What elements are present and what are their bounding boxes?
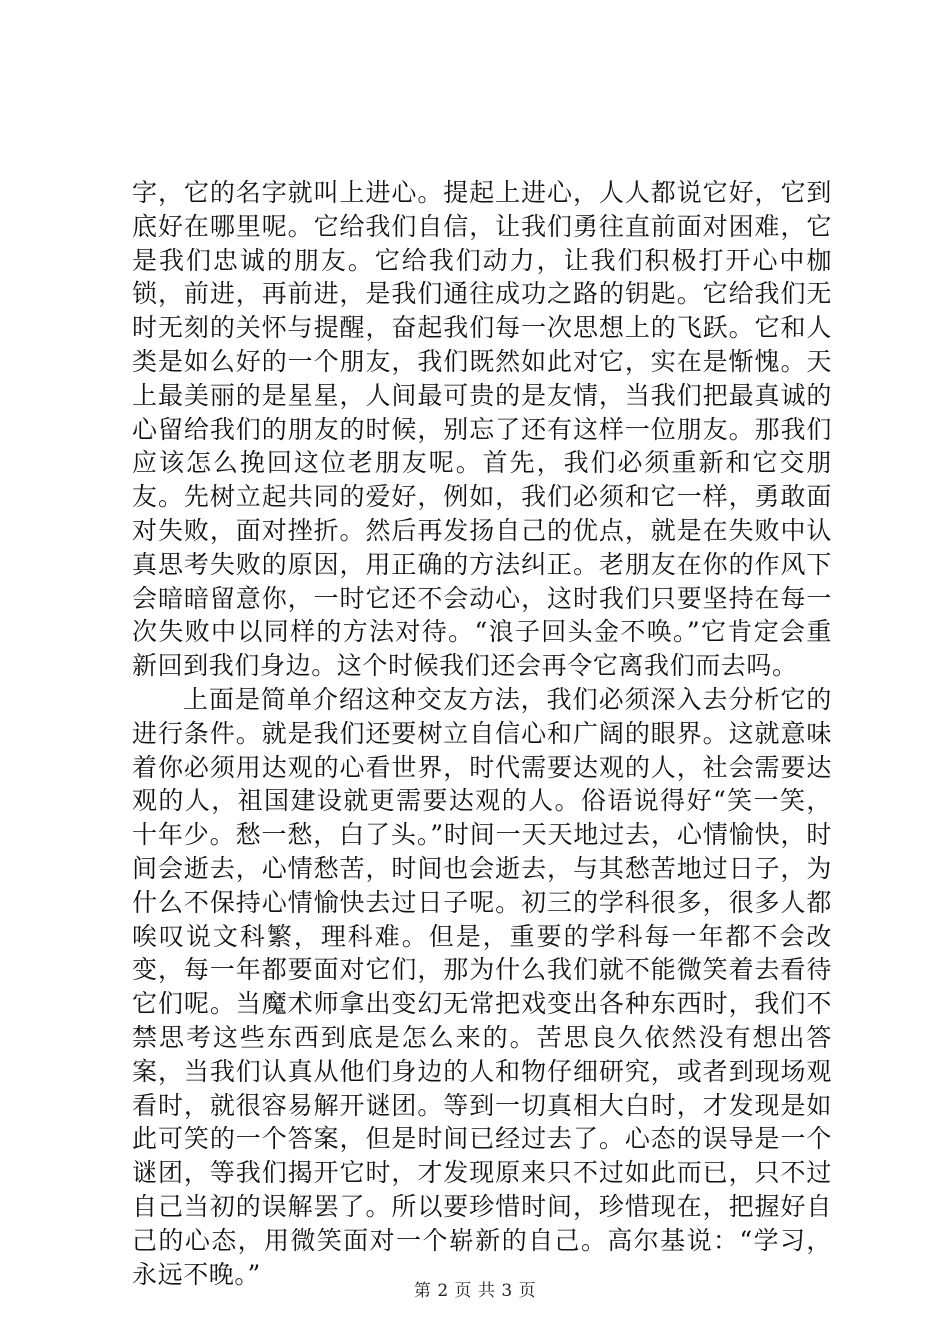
page-footer: 第 2 页 共 3 页 [413, 1281, 537, 1301]
document-body [132, 176, 832, 1291]
paragraph: 上面是简单介绍这种交友方法，我们必须深入去分析它的进行条件。就是我们还要树立自信心和广阔的眼界。这就意味着你必须用达观的心看世界，时代需要达观的人，社会需要达观的人，祖国建设就更需要达观的人。俗语说得好“笑一笑，十年少。愁一愁，白了头。”时间一天天地过去，心情愉快，时间会逝去，心情愁苦，时间也会逝去，与其愁苦地过日子，为什么不保持心情愉快去过日子呢。初三的学科很多，很多人都唉叹说文科繁，理科难。但是，重要的学科每一年都不会改变，每一年都要面对它们，那为什么我们就不能微笑着去看待它们呢。当魔术师拿出变幻无常把戏变出各种东西时，我们不禁思考这些东西到底是怎么来的。苦思良久依然没有想出答案，当我们认真从他们身边的人和物仔细研究，或者到现场观看时，就很容易解开谜团。等到一切真相大白时，才发现是如此可笑的一个答案，但是时间已经过去了。心态的误导是一个谜团，等我们揭开它时，才发现原来只不过如此而已，只不过自己当初的误解罢了。所以要珍惜时间，珍惜现在，把握好自己的心态，用微笑面对一个崭新的自己。高尔基说：“学习，永远不晚。” [132, 684, 832, 1289]
paragraph-continued: 字，它的名字就叫上进心。提起上进心，人人都说它好，它到底好在哪里呢。它给我们自信，让我们勇往直前面对困难，它是我们忠诚的朋友。它给我们动力，让我们积极打开心中枷锁，前进，再前进，是我们通往成功之路的钥匙。它给我们无时无刻的关怀与提醒，奋起我们每一次思想上的飞跃。它和人类是如么好的一个朋友，我们既然如此对它，实在是惭愧。天上最美丽的是星星，人间最可贵的是友情，当我们把最真诚的心留给我们的朋友的时候，别忘了还有这样一位朋友。那我们应该怎么挽回这位老朋友呢。首先，我们必须重新和它交朋友。先树立起共同的爱好，例如，我们必须和它一样，勇敢面对失败，面对挫折。然后再发扬自己的优点，就是在失败中认真思考失败的原因，用正确的方法纠正。老朋友在你的作风下会暗暗留意你，一时它还不会动心，这时我们只要坚持在每一次失败中以同样的方法对待。“浪子回头金不唤。”它肯定会重新回到我们身边。这个时候我们还会再令它离我们而去吗。 [132, 178, 832, 681]
